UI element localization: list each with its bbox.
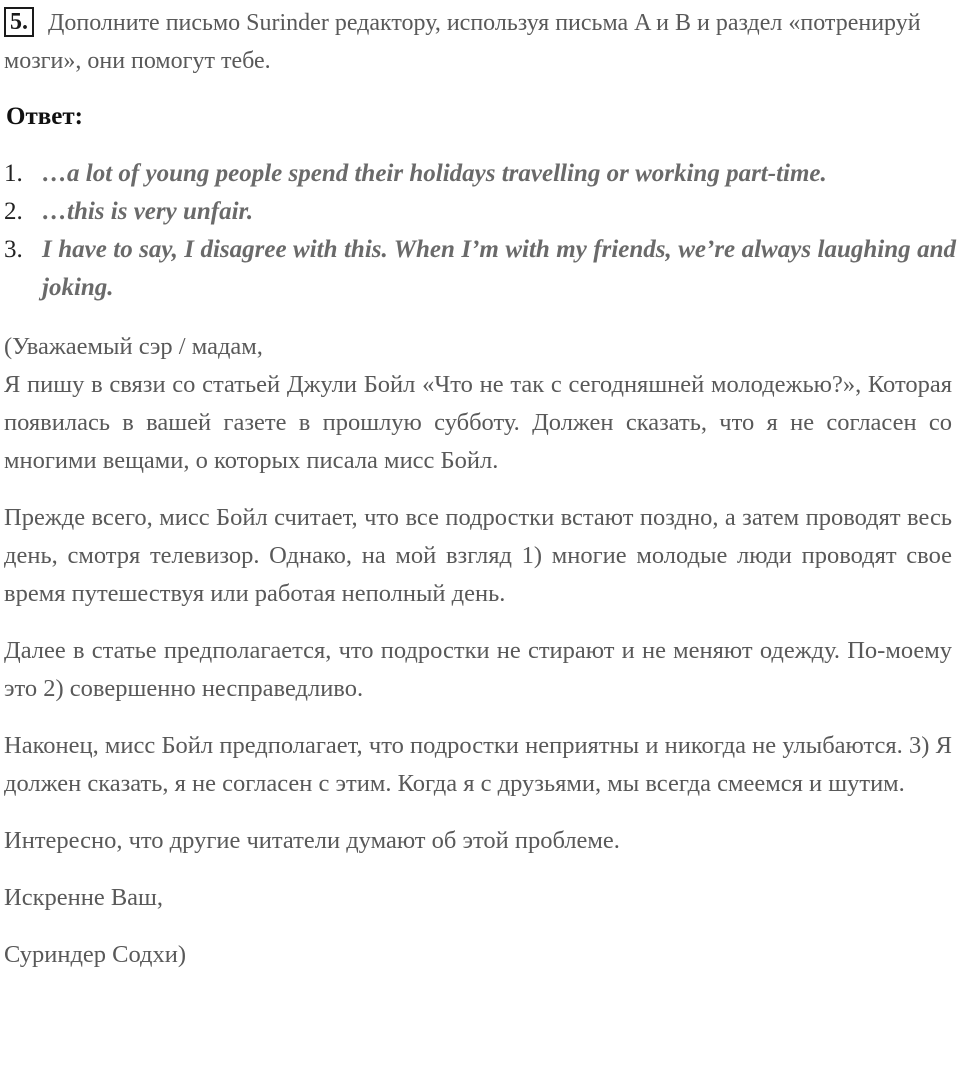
answer-item — [4, 231, 956, 307]
answer-item — [4, 193, 956, 231]
answer-text: I have to say, I disagree with this. When I’m with my friends, we’re always laughing and joking. — [42, 236, 956, 301]
task-number: 5. — [4, 7, 34, 37]
task-statement — [4, 4, 956, 80]
task-text: Дополните письмо Surinder редактору, используя письма A и B и раздел «потренируй мозги», они помогут тебе. — [4, 10, 921, 74]
letter-paragraph: Далее в статье предполагается, что подростки не стирают и не меняют одежду. По-моему это 2) совершенно несправедливо. — [4, 637, 952, 702]
answer-item — [4, 155, 956, 193]
answer-number: 3. — [4, 236, 23, 263]
letter-translation — [4, 328, 952, 974]
letter-signature: Суриндер Содхи) — [4, 941, 187, 968]
answer-heading: Ответ: — [6, 103, 83, 130]
answer-text: …a lot of young people spend their holidays travelling or working part-time. — [42, 160, 827, 187]
letter-paragraph: Интересно, что другие читатели думают об этой проблеме. — [4, 827, 620, 854]
answer-number: 2. — [4, 198, 23, 225]
answer-text: …this is very unfair. — [42, 198, 254, 225]
letter-paragraph: Наконец, мисс Бойл предполагает, что подростки неприятны и никогда не улыбаются. 3) Я должен сказать, я не согласен с этим. Когда я с друзьями, мы всегда смеемся и шутим. — [4, 732, 952, 797]
answer-number: 1. — [4, 160, 23, 187]
letter-greeting: (Уважаемый сэр / мадам, — [4, 333, 263, 360]
answer-list — [4, 155, 956, 307]
letter-closing: Искренне Ваш, — [4, 884, 164, 911]
letter-paragraph: Я пишу в связи со статьей Джули Бойл «Что не так с сегодняшней молодежью?», Которая появилась в вашей газете в прошлую субботу. Должен сказать, что я не согласен со многими вещами, о которых писала мисс Бойл. — [4, 371, 952, 474]
letter-paragraph: Прежде всего, мисс Бойл считает, что все подростки встают поздно, а затем проводят весь день, смотря телевизор. Однако, на мой взгляд 1) многие молодые люди проводят свое время путешествуя или работая неполный день. — [4, 504, 952, 607]
